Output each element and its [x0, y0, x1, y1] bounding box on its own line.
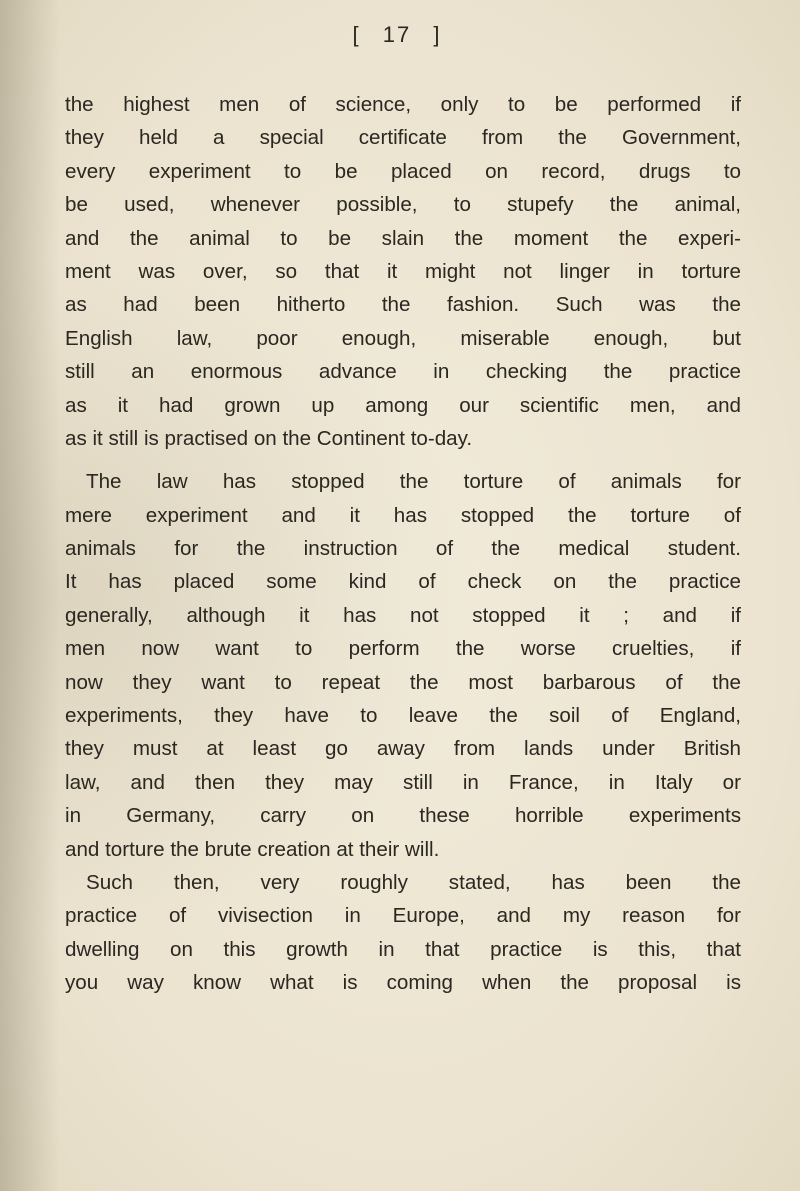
- text-line: generally, although it has not stopped it ; and if: [65, 603, 741, 627]
- text-line: men now want to perform the worse cruelties, if: [65, 637, 741, 661]
- text-line: in Germany, carry on these horrible experiments: [65, 804, 741, 828]
- binding-shadow: [0, 0, 60, 1191]
- text-line: English law, poor enough, miserable enough, but: [65, 326, 741, 350]
- paragraph-1: [65, 88, 741, 455]
- text-line: practice of vivisection in Europe, and my reason for: [65, 904, 741, 928]
- text-line: as it had grown up among our scientific men, and: [65, 393, 741, 417]
- text-line: ment was over, so that it might not linger in torture: [65, 259, 741, 283]
- body-text: [65, 88, 741, 1000]
- text-line: Such then, very roughly stated, has been the: [86, 870, 741, 894]
- text-line: you way know what is coming when the proposal is: [65, 971, 741, 995]
- text-line: and torture the brute creation at their will.: [65, 837, 440, 861]
- text-line: the highest men of science, only to be performed if: [65, 93, 741, 116]
- text-line: and the animal to be slain the moment the experi-: [65, 226, 741, 250]
- text-line: they must at least go away from lands under British: [65, 737, 741, 761]
- text-line: dwelling on this growth in that practice is this, that: [65, 937, 741, 961]
- paragraph-3: [65, 866, 741, 1000]
- text-line: be used, whenever possible, to stupefy the animal,: [65, 193, 741, 217]
- text-line: they held a special certificate from the Government,: [65, 126, 741, 150]
- text-line: law, and then they may still in France, in Italy or: [65, 770, 741, 794]
- text-line: now they want to repeat the most barbarous of the: [65, 670, 741, 694]
- text-line: as it still is practised on the Continent to-day.: [65, 426, 473, 450]
- text-line: It has placed some kind of check on the practice: [65, 570, 741, 594]
- text-line: mere experiment and it has stopped the torture of: [65, 503, 741, 527]
- paragraph-2: [65, 465, 741, 866]
- text-line: as had been hitherto the fashion. Such was the: [65, 293, 741, 317]
- text-line: still an enormous advance in checking the practice: [65, 360, 741, 384]
- text-line: animals for the instruction of the medical student.: [65, 537, 741, 561]
- paragraph-gap: [65, 455, 741, 465]
- page-number: [ 17 ]: [352, 22, 442, 47]
- text-line: every experiment to be placed on record, drugs to: [65, 159, 741, 183]
- text-line: The law has stopped the torture of animals for: [86, 470, 741, 494]
- text-line: experiments, they have to leave the soil of England,: [65, 704, 741, 728]
